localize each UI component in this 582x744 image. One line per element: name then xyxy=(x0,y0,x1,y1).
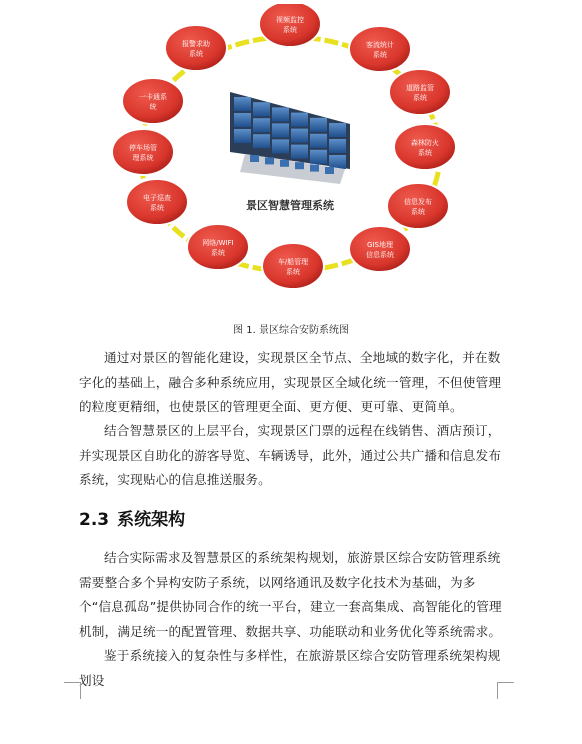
monitor-screen xyxy=(234,97,251,111)
node-label: 系统 xyxy=(373,51,387,59)
node-label: 一卡通系 xyxy=(139,93,167,101)
node-bubble xyxy=(165,25,227,71)
node-bubble xyxy=(387,183,449,229)
monitor-screen xyxy=(329,155,346,169)
page-corner-mark-right xyxy=(497,682,514,699)
node-label: 系统 xyxy=(411,208,425,216)
node-label: 信息发布 xyxy=(404,198,432,206)
section-number: 2.3 xyxy=(79,510,110,530)
node-label: 系统 xyxy=(418,149,432,157)
node-bubble xyxy=(349,26,411,72)
monitor-wall-image xyxy=(230,92,350,184)
node-label: 系统 xyxy=(283,26,297,34)
node-label: 统 xyxy=(149,103,157,111)
monitor-screen xyxy=(272,107,289,121)
node-bubble xyxy=(122,78,184,124)
node-label: 系统 xyxy=(150,204,164,212)
node-label: 客流统计 xyxy=(366,41,394,49)
console-desk xyxy=(295,162,304,169)
node-visitor xyxy=(349,26,411,72)
console-desk xyxy=(310,165,319,172)
monitor-screen xyxy=(329,123,346,137)
section-title: 系统架构 xyxy=(117,510,186,530)
node-label: 车/船管理 xyxy=(277,258,309,266)
node-alarm xyxy=(165,25,227,71)
console-desk xyxy=(250,155,259,162)
node-bubble xyxy=(126,179,188,225)
node-label: GIS地理 xyxy=(367,241,393,249)
paragraph-4: 鉴于系统接入的复杂性与多样性，在旅游景区综合安防管理系统架构规划设 xyxy=(79,648,501,688)
node-bubble xyxy=(112,129,174,175)
node-label: 视频监控 xyxy=(276,16,304,24)
node-bubble xyxy=(349,226,411,272)
node-bubble xyxy=(262,243,324,289)
node-label: 系统 xyxy=(413,94,427,102)
monitor-screen xyxy=(291,113,308,127)
monitor-screen xyxy=(291,129,308,143)
node-label: 电子巡查 xyxy=(143,194,171,202)
node-label: 网络/WIFI xyxy=(202,239,234,247)
monitor-screen xyxy=(310,150,327,164)
node-gis xyxy=(349,226,411,272)
node-label: 理系统 xyxy=(132,154,154,162)
console-desk xyxy=(325,167,334,174)
node-info xyxy=(387,183,449,229)
node-vehicle xyxy=(262,243,324,289)
node-road xyxy=(389,69,451,115)
monitor-screen xyxy=(310,134,327,148)
monitor-screen xyxy=(253,118,270,132)
monitor-screen xyxy=(310,118,327,132)
monitor-screen xyxy=(234,113,251,127)
monitor-screen xyxy=(291,145,308,159)
node-card xyxy=(122,78,184,124)
paragraph-2: 结合智慧景区的上层平台，实现景区门票的远程在线销售、酒店预订，并实现景区自助化的游客导览、车辆诱导，此外，通过公共广播和信息发布系统，实现贴心的信息推送服务。 xyxy=(79,423,502,487)
node-video xyxy=(259,4,321,47)
section-heading xyxy=(79,505,185,530)
console-desk xyxy=(280,160,289,167)
monitor-screen xyxy=(253,134,270,148)
node-label: 系统 xyxy=(286,268,300,276)
node-fire xyxy=(394,124,456,170)
monitor-screen xyxy=(329,139,346,153)
monitor-screen xyxy=(272,139,289,153)
node-label: 报警求助 xyxy=(182,40,210,48)
center-label: 景区智慧管理系统 xyxy=(246,199,334,212)
node-label: 信息系统 xyxy=(366,251,394,259)
node-patrol xyxy=(126,179,188,225)
console-desk xyxy=(265,157,274,164)
monitor-screen xyxy=(253,102,270,116)
paragraph-1: 通过对景区的智能化建设，实现景区全节点、全地域的数字化，并在数字化的基础上，融合多种系统应用，实现景区全域化统一管理，不但使管理的粒度更精细，也使景区的管理更全面、更方便、更可靠、更简单。 xyxy=(79,350,502,414)
node-label: 森林防火 xyxy=(411,139,439,147)
node-bubble xyxy=(187,224,249,270)
node-wifi xyxy=(187,224,249,270)
monitor-screen xyxy=(272,123,289,137)
paragraph-3: 结合实际需求及智慧景区的系统架构规划，旅游景区综合安防管理系统需要整合多个异构安防子系统，以网络通讯及数字化技术为基础，为多个“信息孤岛”提供协同合作的统一平台，建立一套高集成、高智能化的管理机制，满足统一的配置管理、数据共享、功能联动和业务优化等系统需求。 xyxy=(79,550,502,639)
node-label: 道路监管 xyxy=(406,84,434,92)
node-label: 系统 xyxy=(189,50,203,58)
node-parking xyxy=(112,129,174,175)
monitor-screen xyxy=(234,129,251,143)
security-system-diagram xyxy=(100,4,480,314)
page-corner-mark-left xyxy=(64,682,81,699)
figure-caption: 图 1. 景区综合安防系统图 xyxy=(233,325,349,336)
node-bubble xyxy=(389,69,451,115)
node-bubble xyxy=(394,124,456,170)
node-label: 停车场管 xyxy=(129,144,157,152)
node-label: 系统 xyxy=(211,249,225,257)
